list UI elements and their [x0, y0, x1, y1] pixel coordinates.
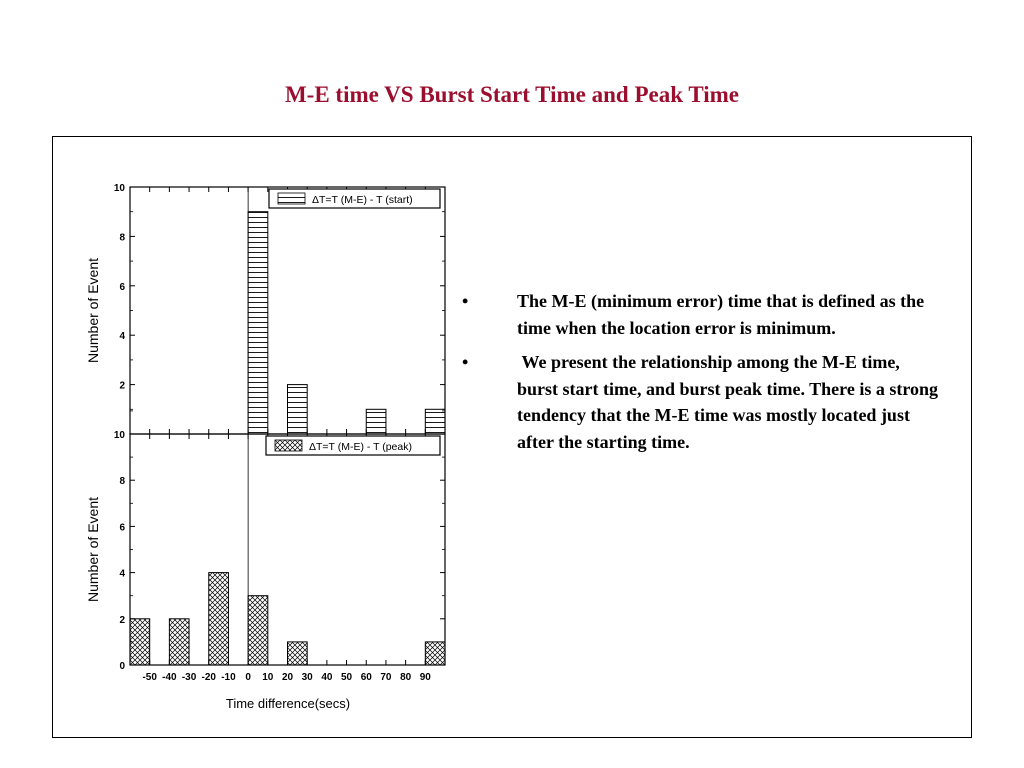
legend-label: ΔT=T (M-E) - T (peak) [309, 441, 412, 453]
y-tick-label: 6 [119, 522, 125, 534]
histogram-bar [425, 409, 445, 434]
y-tick-label: 10 [113, 430, 125, 441]
x-tick-label: -40 [162, 672, 177, 683]
x-tick-label: 60 [360, 672, 372, 683]
y-tick-label: 2 [119, 380, 125, 392]
bullet-icon: • [462, 291, 469, 311]
x-tick-label: 70 [380, 672, 392, 683]
y-axis-label: Number of Event [85, 257, 101, 364]
x-tick-label: -20 [201, 672, 216, 683]
x-tick-label: 0 [245, 672, 251, 683]
bullet-item [462, 349, 942, 455]
histogram-bar [209, 573, 229, 665]
histogram-chart [70, 175, 455, 720]
legend-swatch [275, 440, 302, 451]
x-tick-label: 10 [262, 672, 274, 683]
x-tick-label: 50 [341, 672, 353, 683]
bottom-histogram-panel [85, 411, 445, 711]
slide-title: M-E time VS Burst Start Time and Peak Time [284, 82, 740, 107]
legend-label: ΔT=T (M-E) - T (start) [312, 194, 413, 206]
histogram-bar [248, 212, 268, 434]
x-axis-label: Time difference(secs) [225, 696, 351, 711]
bullet-list [462, 288, 942, 463]
bullet-icon: • [462, 352, 469, 372]
legend-swatch [278, 193, 305, 204]
y-tick-label: 4 [119, 568, 125, 580]
histogram-bar [248, 596, 268, 665]
y-tick-label: 2 [119, 614, 125, 626]
top-histogram-panel [85, 175, 445, 434]
y-tick-label: 0 [119, 661, 125, 672]
y-tick-label: 8 [119, 232, 125, 244]
histogram-bar [366, 409, 386, 434]
histogram-bar [288, 642, 308, 665]
histogram-bar [425, 642, 445, 665]
x-tick-label: 80 [400, 672, 412, 683]
bullet-text: The M-E (minimum error) time that is defined as the time when the location error is minimum. [517, 291, 925, 338]
x-tick-label: -30 [181, 672, 197, 683]
histogram-bar [288, 385, 308, 434]
x-tick-label: -50 [142, 672, 157, 683]
y-tick-label: 6 [119, 281, 125, 293]
histogram-bar [169, 619, 189, 665]
y-tick-label: 8 [119, 476, 125, 488]
bullet-text: We present the relationship among the M-E time, burst start time, and burst peak time. There is a strong tendency that the M-E time was mostly located just after the starting time. [517, 352, 943, 452]
y-tick-label: 10 [113, 183, 125, 194]
bullet-item [462, 288, 942, 341]
x-tick-label: 30 [301, 672, 313, 683]
x-tick-label: 90 [419, 672, 431, 683]
y-tick-label: 4 [119, 331, 125, 343]
x-tick-label: 40 [321, 672, 333, 683]
x-tick-label: -10 [221, 672, 236, 683]
x-tick-label: 20 [281, 672, 294, 683]
y-axis-label: Number of Event [85, 496, 101, 603]
